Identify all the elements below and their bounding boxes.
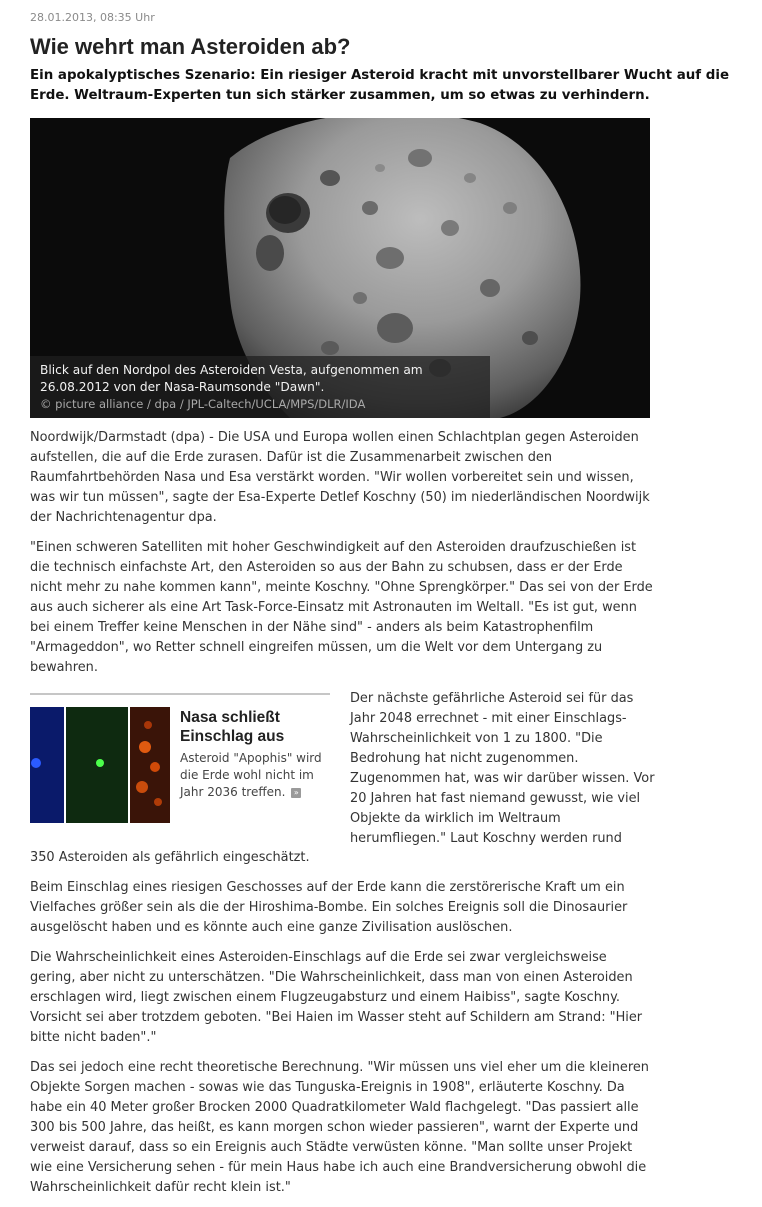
teaser-description bbox=[180, 750, 332, 801]
teaser-description-text: Asteroid "Apophis" wird die Erde wohl nicht im Jahr 2036 treffen. bbox=[180, 751, 322, 799]
paragraph-3-continued: 350 Asteroiden als gefährlich eingeschätzt. bbox=[30, 850, 310, 865]
dateline: 28.01.2013, 08:35 Uhr bbox=[30, 11, 155, 24]
hero-image[interactable] bbox=[30, 118, 650, 418]
image-caption: Blick auf den Nordpol des Asteroiden Vesta, aufgenommen am 26.08.2012 von der Nasa-Raumsonde "Dawn". bbox=[40, 363, 423, 394]
article-title: Wie wehrt man Asteroiden ab? bbox=[30, 34, 351, 59]
paragraph-4: Beim Einschlag eines riesigen Geschosses auf der Erde kann die zerstörerische Kraft um ein Vielfaches größer sein als die der Hiroshima-Bombe. Ein solches Ereignis soll die Dinosaurier ausgelöscht haben und es könnte auch eine ganze Zivilisation auslöschen. bbox=[30, 880, 628, 935]
related-article-teaser[interactable] bbox=[30, 693, 330, 825]
paragraph-1: Noordwijk/Darmstadt (dpa) - Die USA und Europa wollen einen Schlachtplan gegen Asteroiden aufstellen, die auf die Erde zurasen. Dafür ist die Zusammenarbeit zwischen den Raumfahrtbehörden Nasa und Esa verstärkt worden. "Wir wollen vorbereitet sein und wissen, was wir tun müssen", sagte der Esa-Experte Detlef Koschny (50) im niederländischen Noordwijk der Nachrichtenagentur dpa. bbox=[30, 430, 650, 525]
arrow-right-icon[interactable]: » bbox=[291, 788, 301, 798]
paragraph-2: "Einen schweren Satelliten mit hoher Geschwindigkeit auf den Asteroiden draufzuschießen ist die technisch einfachste Art, den Asteroiden so aus der Bahn zu schubsen, dass er der Erde nicht mehr zu nahe kommen kann", meinte Koschny. "Ohne Sprengkörper." Das sei von der Erde aus auch sicherer als eine Art Task-Force-Einsatz mit Astronauten im Weltall. "Es ist gut, wenn bei einem Treffer keine Menschen in der Nähe sind" - anders als beim Katastrophenfilm "Armageddon", wo Retter schnell eingreifen müssen, um die Welt vor dem Untergang zu bewahren. bbox=[30, 540, 653, 675]
image-credit: © picture alliance / dpa / JPL-Caltech/UCLA/MPS/DLR/IDA bbox=[40, 397, 366, 411]
image-caption-box bbox=[30, 356, 490, 418]
article-lead: Ein apokalyptisches Szenario: Ein riesiger Asteroid kracht mit unvorstellbarer Wucht auf die Erde. Weltraum-Experten tun sich stärker zusammen, um so etwas zu verhindern. bbox=[30, 68, 730, 103]
paragraph-3: Der nächste gefährliche Asteroid sei für das Jahr 2048 errechnet - mit einer Einschlags-Wahrscheinlichkeit von 1 zu 1800. "Die Bedrohung hat nicht zugenommen. Zugenommen hat, was wir darüber wissen. Vor 20 Jahren hat fast niemand gewusst, wie viel Objekte da wirklich im Weltraum herumfliegen." Laut Koschny werden rund bbox=[350, 691, 655, 846]
teaser-thumbnail[interactable] bbox=[30, 707, 170, 823]
paragraph-6: Das sei jedoch eine recht theoretische Berechnung. "Wir müssen uns viel eher um die kleineren Objekte Sorgen machen - sowas wie das Tunguska-Ereignis in 1908", erläuterte Koschny. Da habe ein 40 Meter großer Brocken 2000 Quadratkilometer Wald flachgelegt. "Das passiert alle 300 bis 500 Jahre, das heißt, es kann morgen schon wieder passieren", warnt der Experte und verweist darauf, dass so ein Ereignis auch Städte verwüsten könne. "Man sollte unser Projekt wie eine Versicherung sehen - für mein Haus habe ich auch eine Brandversicherung obwohl die Wahrscheinlichkeit dafür recht klein ist." bbox=[30, 1060, 649, 1195]
paragraph-5: Die Wahrscheinlichkeit eines Asteroiden-Einschlags auf die Erde sei zwar vergleichsweise gering, aber nicht zu unterschätzen. "Die Wahrscheinlichkeit, dass man von einen Asteroiden erschlagen wird, liegt zwischen einem Flugzeugabsturz und einem Haibiss", sagte Koschny. Vorsicht sei aber trotzdem geboten. "Bei Haien im Wasser steht auf Schildern am Strand: "Hier bitte nicht baden"." bbox=[30, 950, 643, 1045]
teaser-title[interactable]: Nasa schließt Einschlag aus bbox=[180, 709, 285, 745]
